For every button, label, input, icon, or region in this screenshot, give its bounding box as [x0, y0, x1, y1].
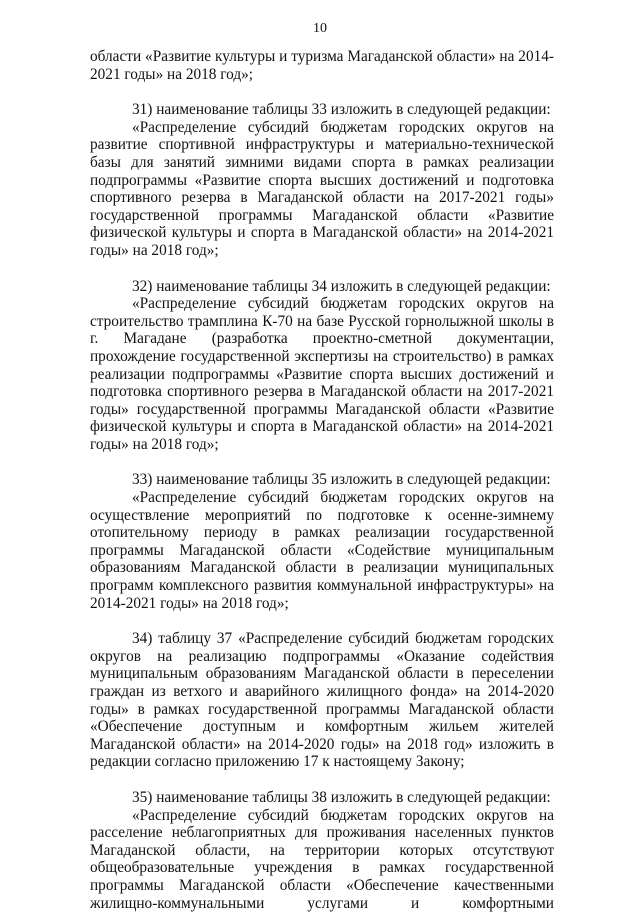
paragraph-continuation: области «Развитие культуры и туризма Магаданской области» на 2014-2021 годы» на 2018 год»; — [90, 48, 554, 83]
item-34-paragraph: 34) таблицу 37 «Распределение субсидий бюджетам городских округов на реализацию подпрограммы «Оказание содействия муниципальным образованиям Магаданской области в переселении граждан из ветхого и аварийного жилищного фонда» на 2014-2020 годы» в рамках государственной программы Магаданской области «Обеспечение доступным и комфортным жильем жителей Магаданской области» на 2014-2020 годы» на 2018 год» изложить в редакции согласно приложению 17 к настоящему Закону; — [90, 630, 554, 771]
item-35-table-title: «Распределение субсидий бюджетам городских округов на расселение неблагоприятных для проживания населенных пунктов Магаданской области, на территории которых отсутствуют общеобразовательные учреждения в рамках государственной программы Магаданской области «Обеспечение качественными жилищно-коммунальными услугами и комфортными — [90, 806, 554, 912]
document-body — [90, 48, 554, 912]
item-35-heading: 35) наименование таблицы 38 изложить в следующей редакции: — [132, 788, 551, 806]
item-32-heading: 32) наименование таблицы 34 изложить в следующей редакции: — [132, 277, 551, 295]
item-33-heading: 33) наименование таблицы 35 изложить в следующей редакции: — [132, 471, 551, 489]
item-31-table-title: «Распределение субсидий бюджетам городских округов на развитие спортивной инфраструктуры и материально-технической базы для занятий зимними видами спорта в рамках реализации подпрограммы «Развитие спорта высших достижений и подготовка спортивного резерва в Магаданской области на 2017-2021 годы» государственной программы Магаданской области «Развитие физической культуры и спорта в Магаданской области» на 2014-2021 годы» на 2018 год»; — [90, 118, 554, 259]
item-33-table-title: «Распределение субсидий бюджетам городских округов на осуществление мероприятий по подготовке к осенне-зимнему отопительному периоду в рамках реализации государственной программы Магаданской области «Содействие муниципальным образованиям Магаданской области в реализации муниципальных программ комплексного развития коммунальной инфраструктуры» на 2014-2021 годы» на 2018 год»; — [90, 489, 554, 612]
item-31-heading: 31) наименование таблицы 33 изложить в следующей редакции: — [132, 101, 551, 119]
item-32-table-title: «Распределение субсидий бюджетам городских округов на строительство трамплина К-70 на базе Русской горнолыжной школы в г. Магадане (разработка проектно-сметной документации, прохождение государственной экспертизы на строительство) в рамках реализации подпрограммы «Развитие спорта высших достижений и подготовка спортивного резерва в Магаданской области на 2017-2021 годы» государственной программы Магаданской области «Развитие физической культуры и спорта в Магаданской области» на 2014-2021 годы» на 2018 год»; — [90, 295, 554, 453]
page-number: 10 — [313, 21, 327, 36]
